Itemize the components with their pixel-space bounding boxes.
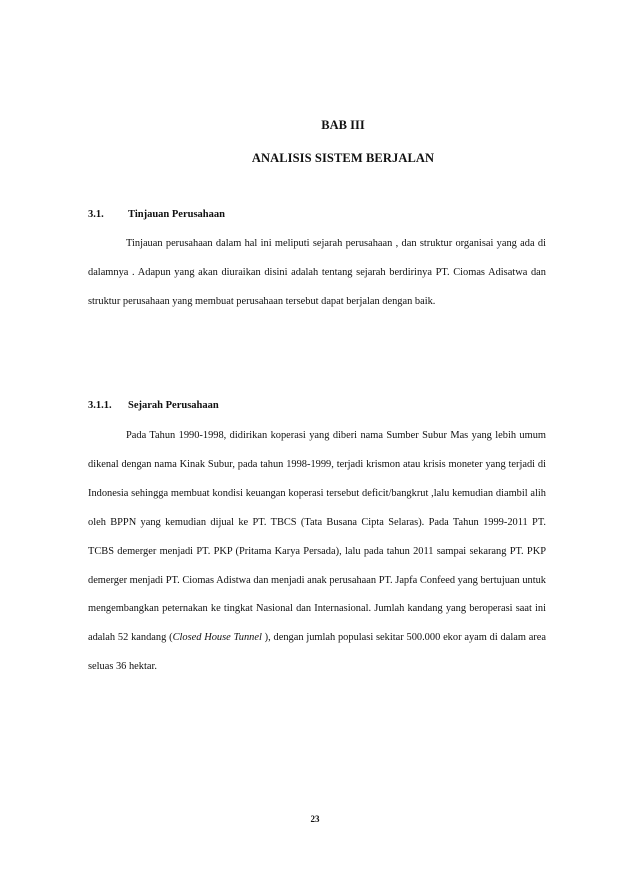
paragraph-italic-term: Closed House Tunnel: [172, 632, 262, 644]
chapter-number: BAB III: [321, 118, 365, 132]
section-number: 3.1.1.: [88, 400, 112, 411]
paragraph-sejarah-perusahaan: [88, 422, 546, 682]
section-title: Sejarah Perusahaan: [128, 400, 219, 411]
chapter-title: ANALISIS SISTEM BERJALAN: [251, 151, 435, 165]
section-heading-3-1: [88, 209, 225, 220]
section-number: 3.1.: [88, 209, 104, 220]
section-title: Tinjauan Perusahaan: [128, 209, 225, 220]
page-number: 23: [310, 814, 320, 824]
section-heading-3-1-1: [88, 400, 219, 411]
paragraph-tinjauan-perusahaan: Tinjauan perusahaan dalam hal ini meliputi sejarah perusahaan , dan struktur organisai yang ada di dalamnya . Adapun yang akan diuraikan disini adalah tentang sejarah berdirinya PT. Ciomas Adisatwa dan struktur perusahaan yang membuat perusahaan tersebut dapat berjalan dengan baik.: [88, 238, 546, 307]
paragraph-text-end: ), dengan jumlah populasi sekitar 500.000 ekor ayam di dalam area seluas 36 hektar.: [88, 632, 546, 673]
paragraph-text: Pada Tahun 1990-1998, didirikan koperasi yang diberi nama Sumber Subur Mas yang lebih umum dikenal dengan nama Kinak Subur, pada tahun 1998-1999, terjadi krismon atau krisis moneter yang terjadi di Indonesia sehingga membuat kondisi keuangan koperasi tersebut deficit/bangkrut ,lalu kemudian diambil alih oleh BPPN yang kemudian dijual ke PT. TBCS (Tata Busana Cipta Selaras). Pada Tahun 1999-2011 PT. TCBS demerger menjadi PT. PKP (Pritama Karya Persada), lalu pada tahun 2011 sampai sekarang PT. PKP demerger menjadi PT. Ciomas Adistwa dan menjadi anak perusahaan PT. Japfa Confeed yang bertujuan untuk mengembangkan peternakan ke tingkat Nasional dan Internasional. Jumlah kandang yang beroperasi saat ini adalah 52 kandang (: [88, 430, 546, 644]
